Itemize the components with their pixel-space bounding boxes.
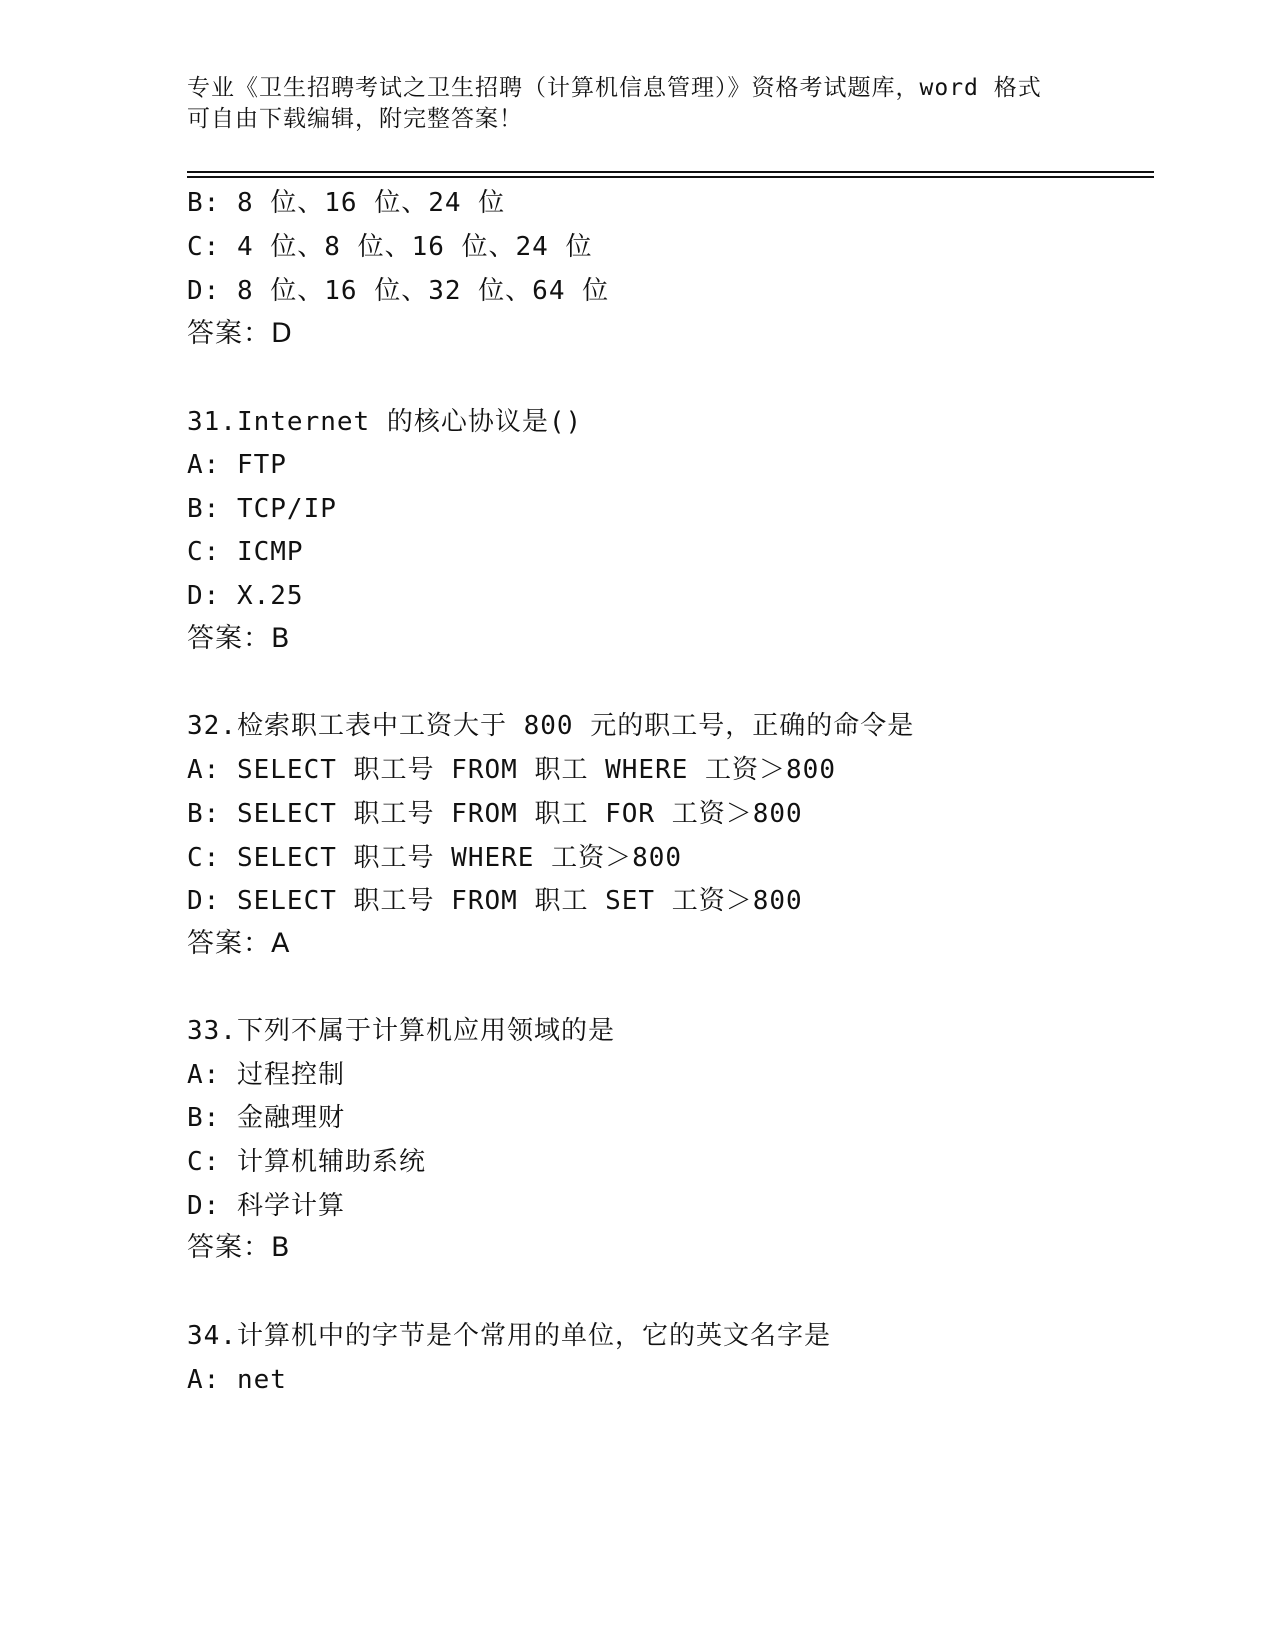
q32-answer: 答案：A xyxy=(187,928,291,959)
q31-question: 31.Internet 的核心协议是() xyxy=(187,407,583,437)
q30-answer: 答案：D xyxy=(187,318,293,349)
header-divider-top xyxy=(187,171,1154,173)
q32-option-a: A: SELECT 职工号 FROM 职工 WHERE 工资＞800 xyxy=(187,755,836,785)
q31-option-d: D: X.25 xyxy=(187,581,304,611)
q34-option-a: A: net xyxy=(187,1365,287,1395)
q31-option-b: B: TCP/IP xyxy=(187,494,337,524)
q33-option-d: D: 科学计算 xyxy=(187,1191,345,1221)
q31-answer: 答案：B xyxy=(187,623,291,654)
q33-answer: 答案：B xyxy=(187,1232,291,1263)
q33-option-c: C: 计算机辅助系统 xyxy=(187,1147,426,1177)
q31-option-a: A: FTP xyxy=(187,450,287,480)
header-divider-bottom xyxy=(187,176,1154,178)
q32-option-d: D: SELECT 职工号 FROM 职工 SET 工资＞800 xyxy=(187,886,803,916)
q30-option-c: C: 4 位、8 位、16 位、24 位 xyxy=(187,232,593,262)
q34-question: 34.计算机中的字节是个常用的单位，它的英文名字是 xyxy=(187,1321,831,1351)
document-header-line-2: 可自由下载编辑，附完整答案！ xyxy=(187,106,523,132)
q32-question: 32.检索职工表中工资大于 800 元的职工号，正确的命令是 xyxy=(187,711,915,741)
q33-option-a: A: 过程控制 xyxy=(187,1060,345,1090)
q30-option-b: B: 8 位、16 位、24 位 xyxy=(187,188,506,218)
q33-option-b: B: 金融理财 xyxy=(187,1103,345,1133)
q32-option-c: C: SELECT 职工号 WHERE 工资＞800 xyxy=(187,843,683,873)
q32-option-b: B: SELECT 职工号 FROM 职工 FOR 工资＞800 xyxy=(187,799,803,829)
q30-option-d: D: 8 位、16 位、32 位、64 位 xyxy=(187,276,610,306)
q31-option-c: C: ICMP xyxy=(187,537,304,567)
document-header-line-1: 专业《卫生招聘考试之卫生招聘（计算机信息管理）》资格考试题库，word 格式 xyxy=(187,75,1042,101)
q33-question: 33.下列不属于计算机应用领域的是 xyxy=(187,1016,615,1046)
